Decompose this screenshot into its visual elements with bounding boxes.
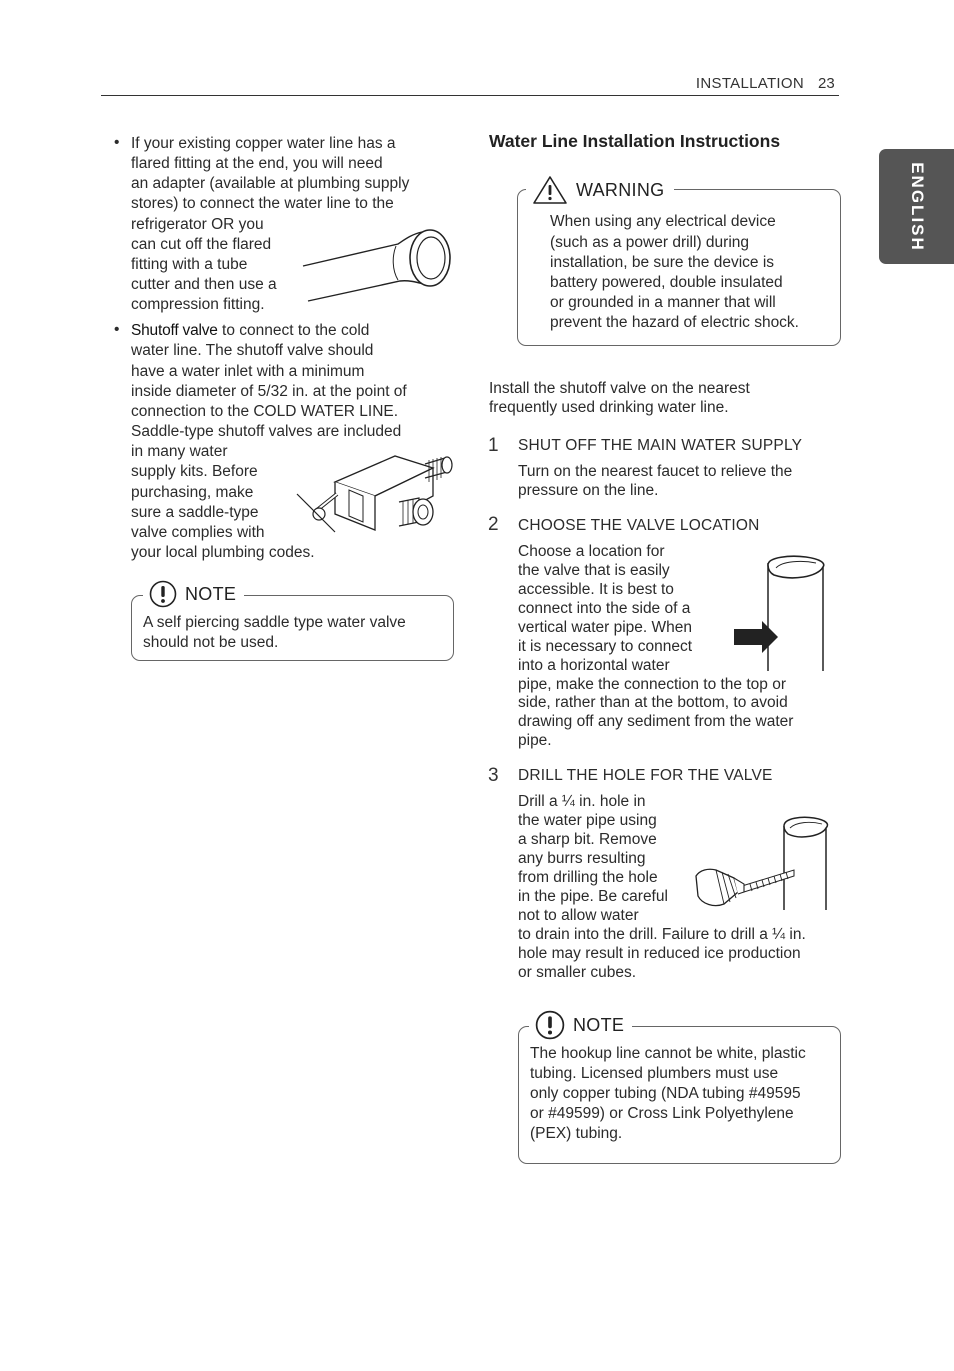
text-line: flared fitting at the end, you will need — [131, 155, 383, 172]
text-line: cutter and then use a — [131, 276, 277, 293]
text-line: purchasing, make — [131, 484, 254, 501]
text-line: supply kits. Before — [131, 463, 258, 480]
text-line: have a water inlet with a minimum — [131, 363, 365, 380]
text-line — [131, 321, 369, 341]
step-text: the water pipe using — [518, 812, 657, 829]
step-title: DRILL THE HOLE FOR THE VALVE — [518, 767, 773, 784]
text-line: can cut off the flared — [131, 236, 272, 253]
step-text: side, rather than at the bottom, to avoid — [518, 694, 788, 711]
note-text: tubing. Licensed plumbers must use — [530, 1065, 779, 1082]
step-text: vertical water pipe. When — [518, 619, 693, 636]
step-text: to drain into the drill. Failure to drill a ¼ in. — [518, 926, 806, 943]
step-number: 2 — [488, 514, 499, 535]
warning-text: installation, be sure the device is — [550, 254, 775, 271]
step-text: Drill a ¼ in. hole in — [518, 793, 646, 810]
note-text: The hookup line cannot be white, plastic — [530, 1045, 806, 1062]
step-text: hole may result in reduced ice production — [518, 945, 801, 962]
warning-text: prevent the hazard of electric shock. — [550, 314, 799, 331]
text-line: sure a saddle-type — [131, 504, 259, 521]
note-text: A self piercing saddle type water valve — [143, 614, 406, 631]
page-number: 23 — [818, 75, 835, 92]
bullet-dot: • — [114, 134, 120, 151]
text-line: refrigerator OR you — [131, 216, 264, 233]
header-rule — [101, 95, 839, 96]
note-text: only copper tubing (NDA tubing #49595 — [530, 1085, 801, 1102]
language-tab-label: ENGLISH — [907, 161, 927, 252]
step-text: pressure on the line. — [518, 482, 659, 499]
note-header-left — [143, 580, 244, 608]
step-text: Turn on the nearest faucet to relieve the — [518, 463, 793, 480]
step-text: any burrs resulting — [518, 850, 646, 867]
text-line: an adapter (available at plumbing supply — [131, 175, 410, 192]
warning-header — [526, 175, 674, 205]
step-text: not to allow water — [518, 907, 639, 924]
step-number: 1 — [488, 435, 499, 456]
text-line: stores) to connect the water line to the — [131, 195, 394, 212]
text-line: compression fitting. — [131, 296, 265, 313]
step-text: pipe, make the connection to the top or — [518, 676, 786, 693]
exclamation-circle-icon — [535, 1010, 565, 1040]
step-text: connect into the side of a — [518, 600, 691, 617]
flared-tube-illustration — [300, 226, 460, 306]
text-fragment: to connect to the cold — [217, 322, 370, 339]
bullet-dot: • — [114, 321, 120, 338]
text-line: fitting with a tube — [131, 256, 248, 273]
step-title: SHUT OFF THE MAIN WATER SUPPLY — [518, 437, 803, 454]
text-line: in many water — [131, 443, 228, 460]
vertical-pipe-illustration — [730, 553, 830, 675]
drill-pipe-illustration — [690, 812, 835, 914]
warning-triangle-icon — [532, 175, 568, 205]
note-label: NOTE — [185, 583, 237, 604]
step-text: pipe. — [518, 732, 552, 749]
intro-text: Install the shutoff valve on the nearest — [489, 380, 750, 397]
note-label: NOTE — [573, 1014, 625, 1035]
note-text: or #49599) or Cross Link Polyethylene — [530, 1105, 794, 1122]
step-text: into a horizontal water — [518, 657, 670, 674]
warning-label: WARNING — [576, 179, 665, 200]
step-text: from drilling the hole — [518, 869, 658, 886]
step-text: a sharp bit. Remove — [518, 831, 657, 848]
note-text: (PEX) tubing. — [530, 1125, 623, 1142]
step-text: in the pipe. Be careful — [518, 888, 668, 905]
text-line: your local plumbing codes. — [131, 544, 315, 561]
step-text: Choose a location for — [518, 543, 665, 560]
step-text: it is necessary to connect — [518, 638, 693, 655]
keyword-shutoff-valve: Shutoff valve — [131, 322, 218, 339]
note-text: should not be used. — [143, 634, 279, 651]
step-text: the valve that is easily — [518, 562, 670, 579]
text-line: inside diameter of 5/32 in. at the point of — [131, 383, 407, 400]
exclamation-circle-icon — [149, 580, 177, 608]
warning-text: When using any electrical device — [550, 213, 776, 230]
step-title: CHOOSE THE VALVE LOCATION — [518, 517, 760, 534]
section-title: Water Line Installation Instructions — [489, 131, 781, 151]
step-text: accessible. It is best to — [518, 581, 674, 598]
language-tab — [879, 149, 954, 264]
step-number: 3 — [488, 765, 499, 786]
text-line: water line. The shutoff valve should — [131, 342, 374, 359]
section-label: INSTALLATION — [695, 75, 804, 92]
warning-text: (such as a power drill) during — [550, 234, 750, 251]
warning-text: or grounded in a manner that will — [550, 294, 776, 311]
intro-text: frequently used drinking water line. — [489, 399, 729, 416]
saddle-valve-illustration — [295, 452, 460, 537]
text-line: valve complies with — [131, 524, 265, 541]
text-line: If your existing copper water line has a — [131, 135, 396, 152]
note-header-right — [529, 1010, 632, 1040]
step-text: drawing off any sediment from the water — [518, 713, 794, 730]
step-text: or smaller cubes. — [518, 964, 637, 981]
warning-text: battery powered, double insulated — [550, 274, 783, 291]
text-line: connection to the COLD WATER LINE. — [131, 403, 399, 420]
text-line: Saddle-type shutoff valves are included — [131, 423, 402, 440]
